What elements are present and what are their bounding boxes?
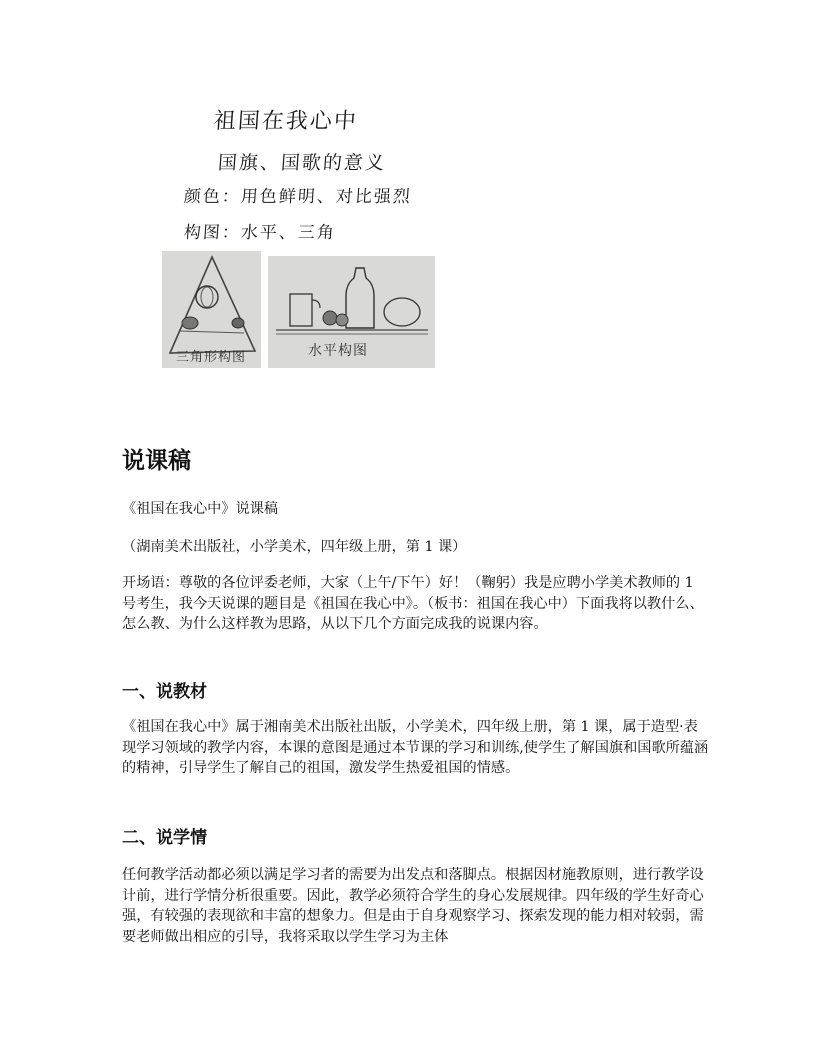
section-students-heading: 二、说学情 [122, 828, 207, 848]
section-textbook-text: 《祖国在我心中》属于湘南美术出版社出版，小学美术，四年级上册，第 1 课，属于造型·表现学习领域的教学内容，本课的意图是通过本节课的学习和训练,使学生了解国旗和国歌所蕴涵的精神，引导学生了解自己的祖国，激发学生热爱祖国的情感。 [122, 719, 709, 776]
handwritten-line-color: 颜色：用色鲜明、对比强烈 [183, 187, 413, 207]
section-textbook-heading: 一、说教材 [122, 682, 207, 702]
document-subtitle: 《祖国在我心中》说课稿 [122, 501, 279, 517]
handwritten-title: 祖国在我心中 [212, 109, 359, 134]
section-students-text: 任何教学活动都必须以满足学习者的需要为出发点和落脚点。根据因材施教原则，进行教学设计前，进行学情分析很重要。因此，教学必须符合学生的身心发展规律。四年级的学生好奇心强，有较强的表现欲和丰富的想象力。但是由于自身观察学习、探索发现的能力相对较弱，需要老师做出相应的引导，我将采取以学生学习为主体 [122, 867, 704, 945]
publisher-info: （湖南美术出版社，小学美术，四年级上册，第 1 课） [122, 539, 467, 555]
triangle-sketch-label: 三角形构图 [176, 350, 247, 365]
intro-paragraph: 开场语：尊敬的各位评委老师，大家（上午/下午）好！（鞠躬）我是应聘小学美术教师的 1 号考生，我今天说课的题目是《祖国在我心中》。（板书：祖国在我心中）下面我将以教什么、怎么教、为什么这样教为思路，从以下几个方面完成我的说课内容。 [122, 575, 704, 632]
handwritten-line-composition: 构图：水平、三角 [183, 223, 337, 243]
horizontal-sketch-label: 水平构图 [308, 343, 368, 359]
document-heading: 说课稿 [122, 448, 191, 474]
triangle-composition-sketch [162, 251, 261, 368]
handwritten-line-meaning: 国旗、国歌的意义 [217, 152, 387, 174]
horizontal-composition-sketch [268, 256, 435, 368]
